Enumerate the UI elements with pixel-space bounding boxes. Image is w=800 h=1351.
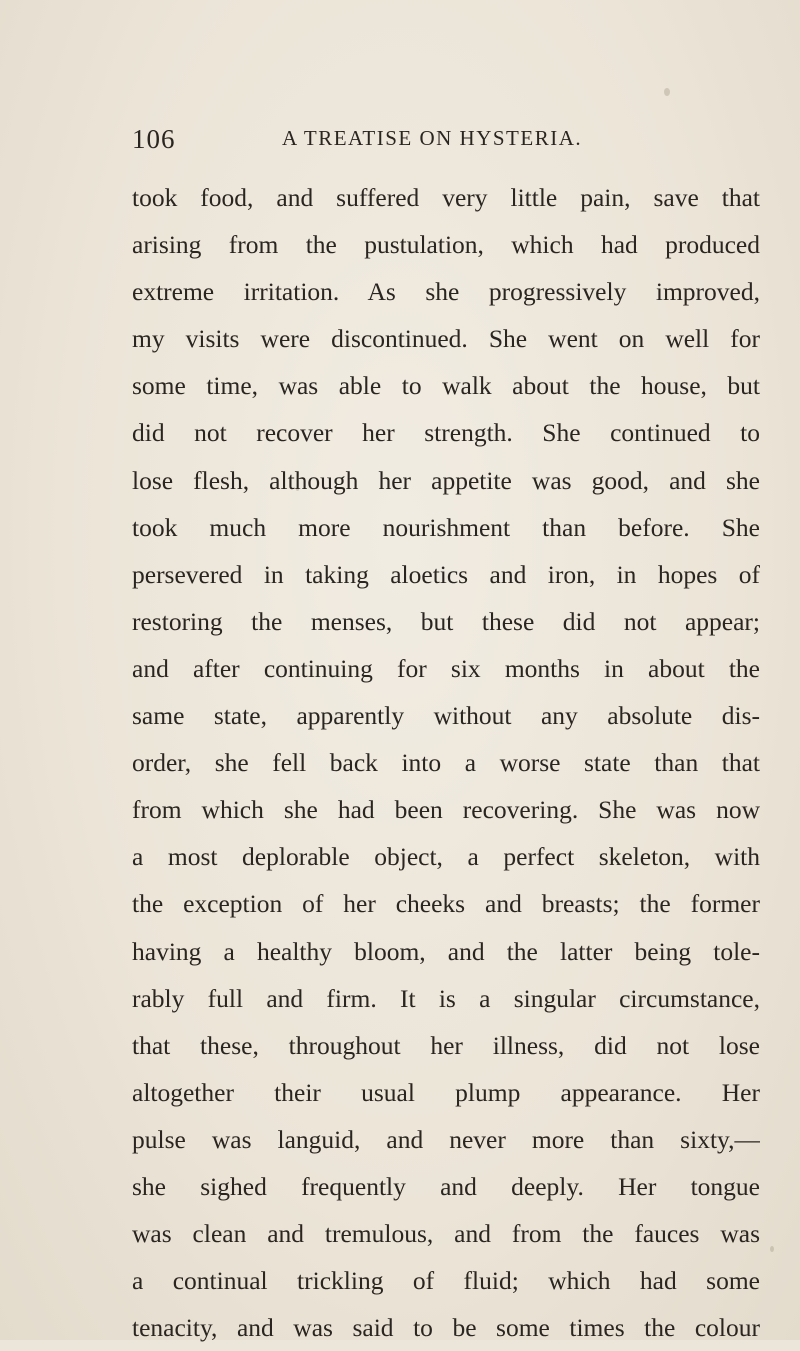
running-head (132, 124, 692, 164)
text-line: took food, and suffered very little pain, save that (132, 183, 760, 212)
paper-speck (770, 1246, 774, 1252)
text-line: rably full and firm. It is a singular circumstance, (132, 983, 760, 1013)
running-title: A TREATISE ON HYSTERIA. (282, 126, 583, 150)
text-line: was clean and tremulous, and from the fauces was (132, 1219, 760, 1249)
text-line: and after continuing for six months in about the (132, 653, 760, 683)
text-line: extreme irritation. As she progressively improved, (132, 277, 760, 307)
text-line: persevered in taking aloetics and iron, in hopes of (132, 559, 760, 589)
text-line: some time, was able to walk about the house, but (132, 371, 760, 401)
paper-speck (664, 88, 670, 96)
text-line: a continual trickling of fluid; which had some (132, 1266, 760, 1296)
text-line: she sighed frequently and deeply. Her tongue (132, 1171, 760, 1201)
text-line: took much more nourishment than before. She (132, 512, 760, 542)
text-line: the exception of her cheeks and breasts; the former (132, 889, 760, 919)
text-line: same state, apparently without any absolute dis- (132, 701, 760, 731)
text-line: restoring the menses, but these did not appear; (132, 606, 760, 636)
text-line: lose flesh, although her appetite was good, and she (132, 465, 760, 495)
text-line: order, she fell back into a worse state than that (132, 748, 760, 778)
text-line: tenacity, and was said to be some times the colour (132, 1313, 760, 1343)
text-line: altogether their usual plump appearance. Her (132, 1077, 760, 1107)
text-line: that these, throughout her illness, did not lose (132, 1030, 760, 1060)
text-line: having a healthy bloom, and the latter being tole- (132, 936, 760, 966)
page-number: 106 (132, 124, 176, 154)
text-line: from which she had been recovering. She was now (132, 795, 760, 825)
body-text (132, 174, 760, 1351)
text-line: did not recover her strength. She continued to (132, 418, 760, 448)
text-line: my visits were discontinued. She went on well for (132, 324, 760, 354)
text-line: pulse was languid, and never more than sixty,— (132, 1124, 760, 1154)
text-line: arising from the pustulation, which had produced (132, 230, 760, 260)
text-line: a most deplorable object, a perfect skeleton, with (132, 842, 760, 872)
